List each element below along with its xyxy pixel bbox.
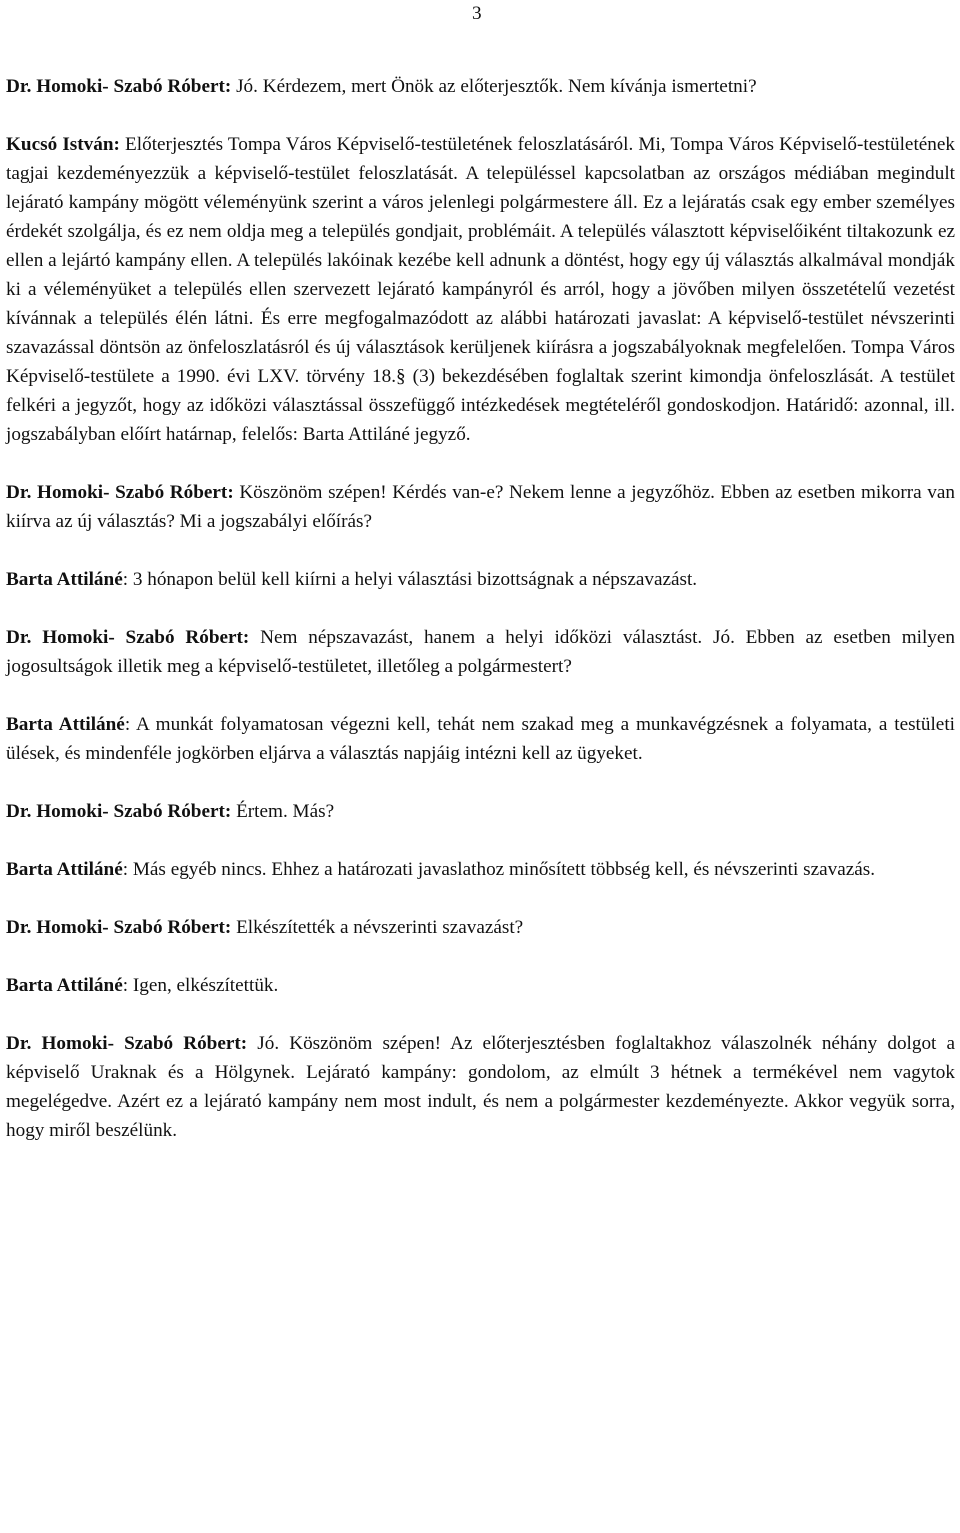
speech-text: Elkészítették a névszerinti szavazást? [231, 917, 524, 938]
transcript-paragraph [6, 565, 955, 594]
speaker-name: Dr. Homoki- Szabó Róbert: [6, 482, 234, 503]
transcript-paragraph [6, 478, 955, 536]
speaker-name: Dr. Homoki- Szabó Róbert: [6, 627, 250, 648]
speech-text: Nem népszavazást, hanem a helyi időközi választást. Jó. Ebben az esetben milyen jogosultságok illetik meg a képviselő-testületet, illetőleg a polgármestert? [6, 627, 955, 677]
transcript-paragraph [6, 623, 955, 681]
speech-text: : A munkát folyamatosan végezni kell, tehát nem szakad meg a munkavégzésnek a folyamata, a testületi ülések, és mindenféle jogkörben eljárva a választás napjáig intézni kell az ügyeket. [6, 714, 955, 764]
speaker-name: Kucsó István: [6, 134, 120, 155]
transcript-body [6, 72, 955, 1145]
speaker-name: Barta Attiláné [6, 859, 123, 880]
speech-text: Jó. Kérdezem, mert Önök az előterjesztők. Nem kívánja ismertetni? [231, 76, 757, 97]
speaker-name: Barta Attiláné [6, 975, 123, 996]
page-number: 3 [472, 3, 482, 24]
transcript-paragraph [6, 72, 955, 101]
speaker-name: Dr. Homoki- Szabó Róbert: [6, 1033, 248, 1054]
speaker-name: Barta Attiláné [6, 569, 123, 590]
speaker-name: Dr. Homoki- Szabó Róbert: [6, 917, 232, 938]
speech-text: Értem. Más? [231, 801, 335, 822]
transcript-paragraph [6, 710, 955, 768]
transcript-paragraph [6, 971, 955, 1000]
speaker-name: Barta Attiláné [6, 714, 125, 735]
transcript-paragraph [6, 855, 955, 884]
transcript-paragraph [6, 1029, 955, 1145]
transcript-paragraph [6, 130, 955, 449]
speech-text: Köszönöm szépen! Kérdés van-e? Nekem lenne a jegyzőhöz. Ebben az esetben mikorra van kiírva az új választás? Mi a jogszabályi előírás? [6, 482, 955, 532]
speech-text: : Más egyéb nincs. Ehhez a határozati javaslathoz minősített többség kell, és névszerinti szavazás. [122, 859, 876, 880]
speaker-name: Dr. Homoki- Szabó Róbert: [6, 76, 232, 97]
speech-text: Jó. Köszönöm szépen! Az előterjesztésben foglaltakhoz válaszolnék néhány dolgot a képviselő Uraknak és a Hölgynek. Lejárató kampány: gondolom, az elmúlt 3 hétnek a termékével nem vagytok megelégedve. Azért ez a lejárató kampány nem most indult, és nem a polgármester kezdeményezte. Akkor vegyük sorra, hogy miről beszélünk. [6, 1033, 955, 1141]
transcript-paragraph [6, 797, 955, 826]
speech-text: : Igen, elkészítettük. [122, 975, 279, 996]
speech-text: Előterjesztés Tompa Város Képviselő-testületének feloszlatásáról. Mi, Tompa Város Képviselő-testületének tagjai kezdeményezzük a képviselő-testület feloszlatását. A településsel kapcsolatban az országos médiában megindult lejárató kampány mögött véleményünk szerint a város jelenlegi polgármestere áll. Ez a lejáratás csak egy ember személyes érdekét szolgálja, és ez nem oldja meg a település gondjait, problémáit. A település választott képviselőiként tiltakozunk ez ellen a lejártó kampány ellen. A település lakóinak kezébe kell adnunk a döntést, hogy egy új választás alkalmával mondják ki a véleményüket a település ellen szervezett lejárató kampányról és arról, hogy a jövőben milyen összetételű vezetést kívánnak a település élén látni. És erre megfogalmazódott az alábbi határozati javaslat: A képviselő-testület névszerinti szavazással döntsön az önfeloszlatásról és új választások kerüljenek kiírásra a jogszabályoknak megfelelően. Tompa Város Képviselő-testülete a 1990. évi LXV. törvény 18.§ (3) bekezdésében foglaltak szerint kimondja önfeloszlását. A testület felkéri a jegyzőt, hogy az időközi választással összefüggő intézkedések megtételéről gondoskodjon. Határidő: azonnal, ill. jogszabályban előírt határnap, felelős: Barta Attiláné jegyző. [6, 134, 956, 445]
speaker-name: Dr. Homoki- Szabó Róbert: [6, 801, 232, 822]
speech-text: : 3 hónapon belül kell kiírni a helyi választási bizottságnak a népszavazást. [122, 569, 698, 590]
transcript-paragraph [6, 913, 955, 942]
